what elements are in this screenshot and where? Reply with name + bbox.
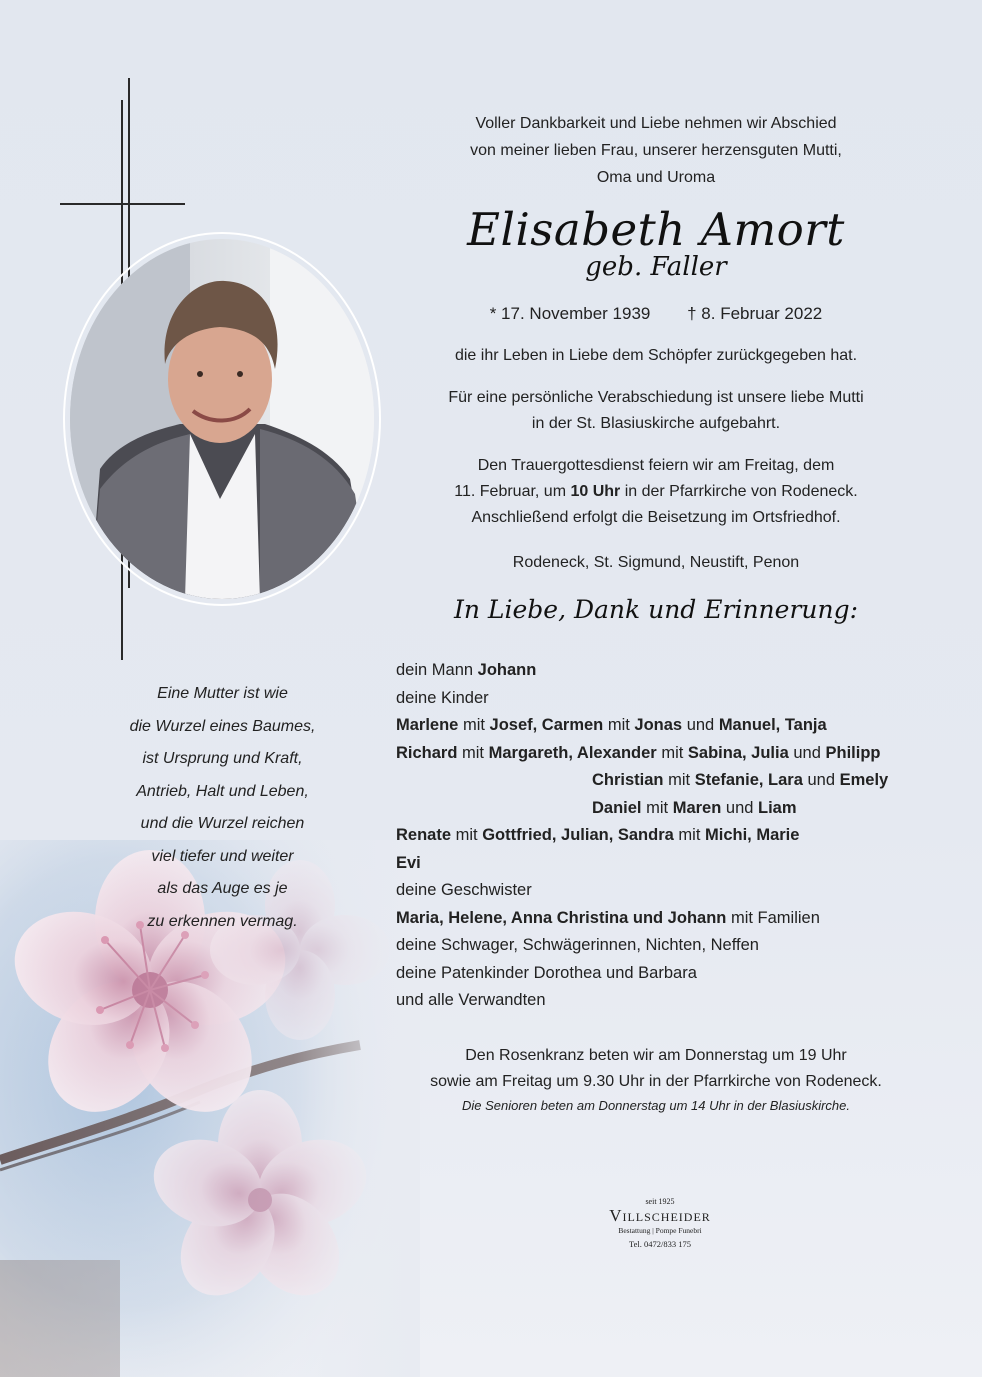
mourner-name: Michi, Marie bbox=[705, 826, 800, 844]
poem-line: Eine Mutter ist wie bbox=[157, 685, 288, 702]
mourner-row bbox=[396, 740, 936, 768]
mourner-name: Philipp bbox=[825, 743, 881, 762]
mourner-row bbox=[396, 657, 936, 685]
funeral-text bbox=[380, 453, 932, 531]
logo-since: seit 1925 bbox=[645, 1197, 675, 1206]
mourner-text: und alle Verwandten bbox=[396, 991, 546, 1009]
mourner-name: Margareth, Alexander bbox=[488, 743, 657, 762]
intro-line: Voller Dankbarkeit und Liebe nehmen wir Abschied bbox=[475, 115, 837, 132]
mourner-text: mit bbox=[673, 826, 705, 844]
mourner-name: Josef, Carmen bbox=[489, 716, 604, 734]
mourner-row bbox=[396, 712, 936, 740]
mourner-name: Christian bbox=[592, 771, 664, 789]
funeral-location: in der Pfarrkirche von Rodeneck. bbox=[620, 483, 858, 500]
mourner-text: mit bbox=[603, 716, 635, 734]
mourner-text: deine Geschwister bbox=[396, 881, 532, 899]
mourner-text: mit bbox=[663, 771, 695, 789]
mourner-name: Johann bbox=[477, 661, 537, 679]
mourner-text: mit Familien bbox=[726, 908, 820, 927]
mourner-text: und bbox=[788, 743, 826, 762]
laying-out-text bbox=[380, 385, 932, 437]
remembrance-heading: In Liebe, Dank und Erinnerung: bbox=[453, 595, 859, 624]
rosary-line: sowie am Freitag um 9.30 Uhr in der Pfarrkirche von Rodeneck. bbox=[430, 1073, 882, 1090]
announcement bbox=[380, 110, 932, 627]
mourner-name: Liam bbox=[758, 798, 797, 817]
mourner-text: mit bbox=[457, 743, 489, 762]
life-dates bbox=[380, 301, 932, 327]
mourner-name: Emely bbox=[839, 771, 889, 789]
logo-phone: Tel. 0472/833 175 bbox=[629, 1239, 691, 1249]
mourner-text: deine Patenkinder Dorothea und Barbara bbox=[396, 963, 697, 982]
laying-out-line: in der St. Blasiuskirche aufgebahrt. bbox=[531, 415, 781, 432]
logo-subtitle: Bestattung | Pompe Funebri bbox=[618, 1226, 702, 1235]
mourner-text: und bbox=[802, 771, 840, 789]
funeral-home-logo bbox=[580, 1197, 740, 1251]
death-date: † 8. Februar 2022 bbox=[687, 304, 823, 323]
mourner-row bbox=[396, 905, 936, 933]
mourner-name: Stefanie, Lara bbox=[694, 771, 803, 789]
mourners-list bbox=[396, 657, 936, 1015]
intro-line: Oma und Uroma bbox=[596, 169, 716, 186]
poem-line: die Wurzel eines Baumes, bbox=[129, 717, 316, 735]
mourner-name: Marlene bbox=[396, 716, 459, 734]
mourner-text: mit bbox=[451, 826, 483, 844]
mourner-name: Renate bbox=[396, 826, 452, 844]
mourner-name: Evi bbox=[396, 853, 421, 872]
intro-text bbox=[380, 110, 932, 191]
mourner-row bbox=[396, 685, 936, 713]
returned-text bbox=[380, 343, 932, 369]
mourner-text: mit bbox=[656, 743, 688, 762]
rosary-line: Den Rosenkranz beten wir am Donnerstag um 19 Uhr bbox=[465, 1047, 847, 1064]
mourner-row bbox=[396, 795, 936, 823]
mourner-name: Richard bbox=[396, 743, 458, 762]
portrait-photo bbox=[70, 239, 374, 599]
poem-line: ist Ursprung und Kraft, bbox=[142, 750, 303, 767]
cross-icon-horizontal bbox=[60, 203, 185, 205]
mourner-row bbox=[396, 877, 936, 905]
mourner-row bbox=[396, 822, 936, 850]
mourner-name: Maren bbox=[672, 798, 722, 817]
poem-line: und die Wurzel reichen bbox=[140, 815, 305, 832]
mourner-text: und bbox=[682, 716, 719, 734]
mourner-name: Daniel bbox=[592, 798, 642, 817]
mourner-row bbox=[396, 932, 936, 960]
mourner-text: deine Kinder bbox=[396, 688, 489, 707]
mourner-name: Maria, Helene, Anna Christina und Johann bbox=[396, 908, 727, 927]
mourner-text: dein Mann bbox=[396, 661, 478, 679]
poem-line: zu erkennen vermag. bbox=[147, 912, 298, 930]
mourner-text: mit bbox=[641, 798, 673, 817]
mourner-text: deine Schwager, Schwägerinnen, Nichten, Neffen bbox=[396, 936, 759, 954]
funeral-date: 11. Februar, um bbox=[454, 483, 571, 500]
mourner-text: und bbox=[721, 798, 759, 817]
intro-line: von meiner lieben Frau, unserer herzensguten Mutti, bbox=[470, 142, 842, 159]
poem-line: als das Auge es je bbox=[157, 880, 288, 897]
mourner-row bbox=[396, 960, 936, 988]
deceased-name: Elisabeth Amort bbox=[467, 203, 845, 256]
mourner-text: mit bbox=[458, 716, 490, 734]
mourner-row bbox=[396, 767, 936, 795]
logo-brand: Villscheider bbox=[609, 1206, 711, 1225]
poem bbox=[95, 678, 350, 938]
rosary-text bbox=[380, 1043, 932, 1117]
mourner-name: Jonas bbox=[634, 716, 683, 734]
funeral-line bbox=[380, 479, 932, 505]
funeral-line: Anschließend erfolgt die Beisetzung im Ortsfriedhof. bbox=[471, 509, 841, 526]
returned-line: die ihr Leben in Liebe dem Schöpfer zurückgegeben hat. bbox=[454, 347, 858, 364]
funeral-line: Den Trauergottesdienst feiern wir am Freitag, dem bbox=[477, 457, 835, 474]
funeral-time: 10 Uhr bbox=[570, 483, 621, 500]
mourner-name: Sabina, Julia bbox=[687, 743, 789, 762]
mourner-row bbox=[396, 987, 936, 1015]
poem-line: Antrieb, Halt und Leben, bbox=[136, 782, 309, 800]
seniors-note: Die Senioren beten am Donnerstag um 14 Uhr in der Blasiuskirche. bbox=[461, 1098, 851, 1113]
places-text: Rodeneck, St. Sigmund, Neustift, Penon bbox=[512, 554, 800, 571]
mourner-row bbox=[396, 850, 936, 878]
mourner-name: Gottfried, Julian, Sandra bbox=[482, 826, 674, 844]
maiden-name: geb. Faller bbox=[585, 252, 727, 282]
poem-line: viel tiefer und weiter bbox=[151, 847, 294, 865]
mourner-name: Manuel, Tanja bbox=[718, 716, 827, 734]
laying-out-line: Für eine persönliche Verabschiedung ist unsere liebe Mutti bbox=[448, 389, 864, 406]
birth-date: * 17. November 1939 bbox=[489, 304, 651, 323]
